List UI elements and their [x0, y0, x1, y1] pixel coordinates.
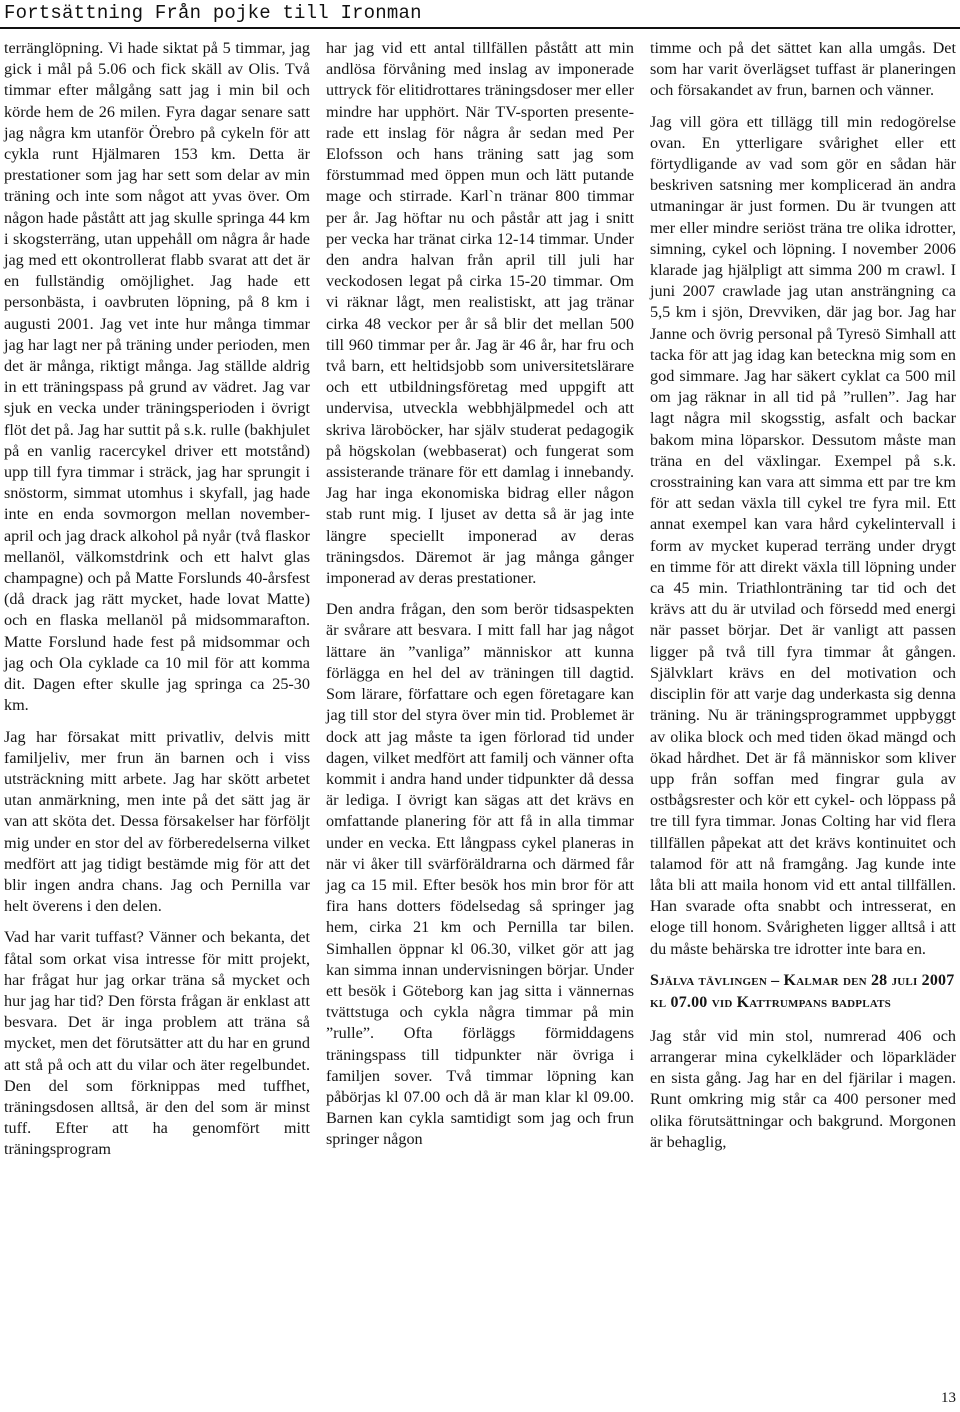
- page-number: 13: [941, 1390, 956, 1406]
- text-column-1: [4, 38, 310, 1171]
- paragraph: Den andra frågan, den som berör tidsaspekten är svårare att besvara. I mitt fall har jag något lättare än ”vanliga” människor att kunna förlägga en hel del av träningen till dagtid. Som lärare, författare och egen företagare kan jag till stor del styra över min tid. Problemet är dock att jag måste ta igen förlorad tid under dagen, vilket medfört att familj och vänner ofta kommit i andra hand under tidpunkter då dessa är lediga. I övrigt kan sägas att det krävs en omfattande planering för att få in alla timmar under en vecka. Ett långpass cykel planeras in när vi åker till svärföräldrarna och därmed får jag ca 15 mil. Efter besök hos min bror för att fira hans dotters födelsedag så springer jag hem, cirka 21 km och Pernilla tar bilen. Simhallen öppnar kl 06.30, vilket gör att jag kan simma innan undervisningen börjar. Under ett besök i Göteborg kan jag sitta i vännernas tvättstuga och cykla några timmar på min ”rulle”. Ofta förläggs förmiddagens träningspass till tidpunkter när övriga i familjen sover. Två timmar löpning kan påbörjas kl 07.00 och då är man klar kl 09.00. Barnen kan cykla samtidigt som jag och frun springer någon: [326, 600, 634, 1149]
- header-rule: [0, 27, 960, 29]
- paragraph: timme och på det sättet kan alla umgås. Det som har varit överlägset tuffast är planeringen och försakandet av frun, barnen och vänner.: [650, 39, 956, 100]
- text-column-3: [650, 38, 956, 1163]
- running-title: Fortsättning Från pojke till Ironman: [4, 2, 422, 24]
- section-subheading: Själva tävlingen – Kalmar den 28 juli 2007 kl 07.00 vid Kattrumpans badplats: [650, 971, 955, 1011]
- paragraph: har jag vid ett antal tillfällen påstått att min andlösa förvåning med inslag av imponerade uttryck för elitidrottares träningsdoser mer eller mindre har upphört. När TV-sporten presenterade ett inslag för några år sedan med Per Elofsson och hans träning satt jag som förstummad med öppen mun och lätt putande mage och stirrade. Karl`n tränar 800 timmar per år. Jag höftar nu och påstår att jag i snitt per vecka har tränat cirka 12-14 timmar. Under den andra halvan från april till juli har veckodosen legat på cirka 15-20 timmar. Om vi räknar lågt, men realistiskt, att jag tränar cirka 48 veckor per år så blir det mellan 500 till 960 timmar per år. Jag är 46 år, har fru och två barn, ett heltidsjobb som universitetslärare och ett utbildningsföretag med uppgift att undervisa, utveckla webbhjälpmedel och att skriva läroböcker, har själv studerat pedagogik på högskolan (webbaserat) och fungerat som assisterande tränare för ett damlag i innebandy. Jag har inga ekonomiska bidrag eller någon stab runt mig. I ljuset av detta så är jag inte längre speciellt imponerad av deras träningsdos. Däremot är jag många gånger imponerad av deras prestationer.: [326, 39, 634, 588]
- paragraph: Jag har försakat mitt privatliv, delvis mitt familjeliv, mer frun än barnen och i viss utsträckning mitt arbete. Jag har skött arbetet utan anmärkning, men inte på det sätt jag är van att sköta det. Dessa försakelser har förföljt mig under en stor del av förberedelserna vilket medfört att jag tidigt bestämde mig för att det blir ingen andra chans. Jag och Pernilla var helt överens i den delen.: [4, 727, 310, 916]
- page-header: [0, 0, 960, 30]
- paragraph: terränglöpning. Vi hade siktat på 5 timmar, jag gick i mål på 5.06 och fick skäll av Olis. Två timmar efter målgång satt jag i min bil och körde hem de 26 milen. Fyra dagar senare satt jag några km utanför Örebro på cykeln för att cykla runt Hjälmaren 153 km. Detta är prestationer som jag har sett som delar av min träning och inte som något att yvas över. Om någon hade påstått att jag skulle springa 44 km i skogsterräng, utan uppehåll om några år hade jag med ett okontrollerat flabb svarat att det är en fullständig omöjlighet. Jag hade ett personbästa, i oavbruten löpning, på 8 km i augusti 2001. Jag vet inte hur många timmar jag har lagt ner på träning under perioden, men det är många, riktigt många. Jag ställde aldrig in ett träningspass på grund av vädret. Jag var sjuk en vecka under träningsperioden i övrigt flöt det på. Jag har suttit på s.k. rulle (bakhjulet på en vanlig racercykel driver ett motstånd) upp till fyra timmar i sträck, jag har sprungit i snöstorm, simmat utomhus i skyfall, jag hade inte en enda sovmorgon mellan november-april och jag drack alkohol på nyår (två flaskor mellanöl, välkomstdrink och ett halvt glas champagne) och på Matte Forslunds 40-årsfest (då drack jag rätt mycket, hade lovat Matte) och en flaska mellanöl på midsommarafton. Matte Forslund hade fest på midsommar och jag och Ola cyklade ca 10 mil för att komma dit. Dagen efter skulle jag springa ca 25-30 km.: [4, 39, 310, 715]
- paragraph: Vad har varit tuffast? Vänner och bekanta, det fåtal som orkat visa intresse för mitt projekt, har frågat hur jag orkar träna så mycket och hur jag har tid? Den första frågan är enklast att besvara. Det är inga problem att träna så mycket, men det förutsätter att du har en grund att stå på och att du vilar och äter regelbundet. Den del som förknippas med tuffhet, träningsdosen alltså, är den del som är minst tuff. Efter att ha genomfört mitt träningsprogram: [4, 928, 310, 1159]
- text-column-2: [326, 38, 634, 1161]
- paragraph: Jag vill göra ett tillägg till min redogörelse ovan. En ytterligare svårighet eller ett förtydligande av vad som gör en sådan här beskriven satsning mer komplicerad än andra utmaningar är just formen. Du är tvungen att mer eller mindre seriöst träna tre olika idrotter, simning, cykel och löpning. I november 2006 klarade jag hjälpligt att simma 200 m crawl. I juni 2007 crawlade jag utan ansträngning ca 5,5 km i sjön, Drevviken, där jag bor. Jag har Janne och övrig personal på Tyresö Simhall att tacka för att jag idag kan beteckna mig som en god simmare. Jag har säkert cyklat ca 500 mil om jag räknar in all tid på ”rullen”. Jag har lagt några mil skogsstig, asfalt och backar bakom mina löparskor. Dessutom måste man träna en del växlingar. Exempel på s.k. crosstraining kan vara att simma ett par tre km för att sedan växla till cykel tre fyra mil. Ett annat exempel kan vara hård cykelintervall i form av mycket kuperad terräng under drygt en timme för att direkt växla till löpning under ca 45 min. Triathlonträning tar tid och det krävs att du är utvilad och försedd med energi när passet börjar. Det är vanligt att passen ligger på två till fyra timmar åt gången. Självklart krävs en del motivation och disciplin för att varje dag underkasta sig denna träning. Nu är träningsprogrammet uppbyggt av olika block och med tiden ökad mängd och ökad hårdhet. Det är få människor som kliver upp från soffan med fingrar gula av ostbågsrester och kör ett cykel- och löppass på tre till fyra timmar. Jonas Colting har vid flera tillfällen påpekat att det krävs kontinuitet och talamod för att nå framgång. Jag kunde inte låta bli att maila honom vid ett antal tillfällen. Han svarade ofta snabbt och intresserat, en eloge till honom. Svårigheten ligger alltså i att du måste behärska tre idrotter inte bara en.: [650, 112, 956, 958]
- paragraph: Jag står vid min stol, numrerad 406 och arrangerar mina cykelkläder och löparkläder en sista gång. Jag har en del fjärilar i magen. Runt omkring mig står ca 400 personer med olika förutsättningar och bakgrund. Morgonen är behaglig,: [650, 1026, 956, 1151]
